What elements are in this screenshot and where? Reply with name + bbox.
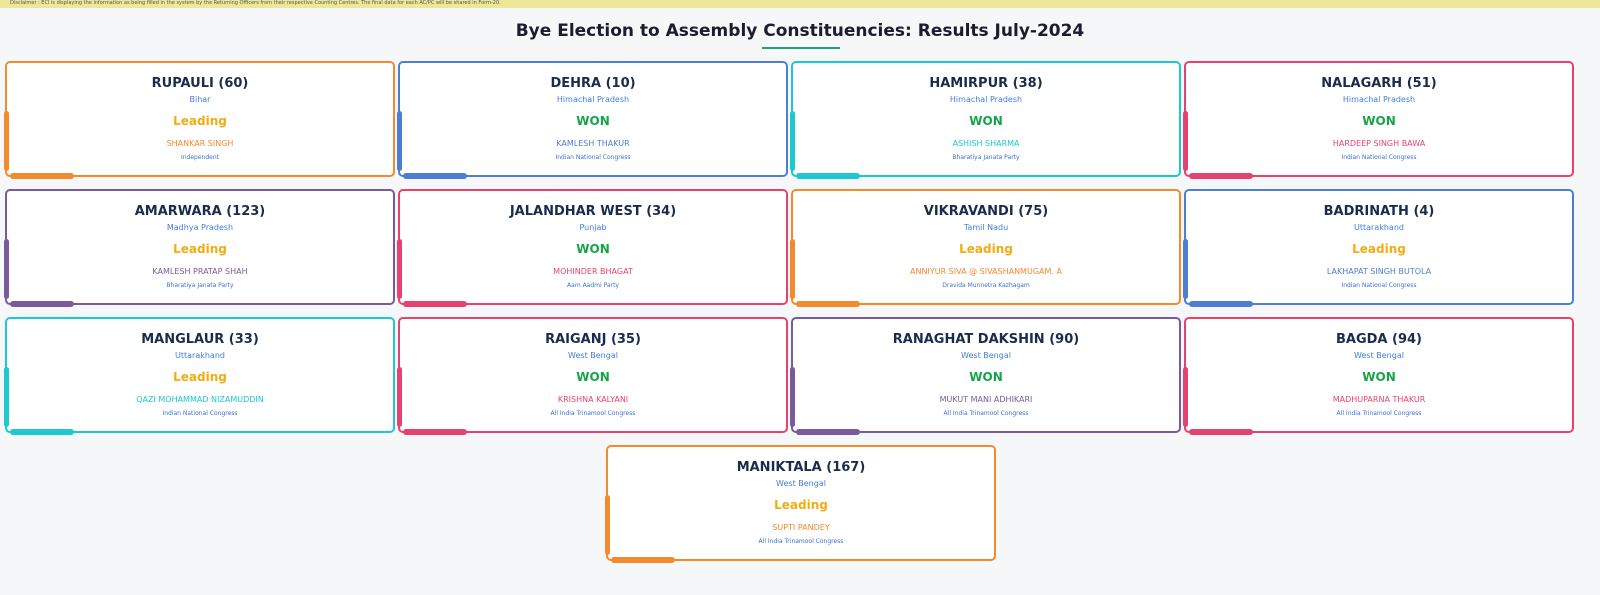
state-name: West Bengal [568,351,618,360]
accent-bar-horizontal [611,557,675,563]
candidate-name: LAKHAPAT SINGH BUTOLA [1326,267,1432,276]
party-name: Indian National Congress [1341,154,1417,161]
state-name: West Bengal [776,479,826,488]
constituency-name: VIKRAVANDI (75) [923,204,1049,219]
constituency-name: NALAGARH (51) [1321,76,1437,91]
constituency-name: RANAGHAT DAKSHIN (90) [892,332,1080,347]
result-status: WON [576,370,610,384]
constituency-name: RUPAULI (60) [151,76,249,91]
accent-bar-horizontal [1189,301,1253,307]
accent-bar-horizontal [403,173,467,179]
result-card[interactable] [791,317,1181,433]
candidate-name: QAZI MOHAMMAD NIZAMUDDIN [136,395,264,404]
result-card[interactable] [606,445,996,561]
result-status: Leading [1352,242,1406,256]
accent-bar-vertical [4,367,9,427]
candidate-name: ANNIYUR SIVA @ SIVASHANMUGAM. A [910,267,1062,276]
result-card[interactable] [5,317,395,433]
accent-bar-vertical [4,239,9,299]
result-status: WON [1362,370,1396,384]
candidate-name: MOHINDER BHAGAT [553,267,633,276]
candidate-name: SUPTI PANDEY [772,523,830,532]
accent-bar-vertical [397,239,402,299]
result-status: Leading [173,114,227,128]
accent-bar-vertical [397,111,402,171]
state-name: Himachal Pradesh [1342,95,1416,104]
constituency-name: AMARWARA (123) [134,204,266,219]
result-status: Leading [774,498,828,512]
candidate-name: KRISHNA KALYANI [557,395,629,404]
result-card[interactable] [1184,317,1574,433]
party-name: All India Trinamool Congress [550,410,636,417]
accent-bar-horizontal [10,301,74,307]
result-status: WON [576,242,610,256]
title-underline [762,47,840,49]
candidate-name: ASHISH SHARMA [952,139,1020,148]
constituency-name: BAGDA (94) [1336,332,1422,347]
result-card[interactable] [5,189,395,305]
constituency-name: DEHRA (10) [550,76,636,91]
constituency-name: MANGLAUR (33) [141,332,259,347]
constituency-name: HAMIRPUR (38) [929,76,1043,91]
party-name: Bharatiya Janata Party [166,282,234,289]
state-name: Madhya Pradesh [166,223,234,232]
candidate-name: KAMLESH PRATAP SHAH [152,267,248,276]
constituency-name: JALANDHAR WEST (34) [509,204,677,219]
result-card[interactable] [398,317,788,433]
result-card[interactable] [791,61,1181,177]
constituency-name: BADRINATH (4) [1323,204,1435,219]
accent-bar-horizontal [403,429,467,435]
accent-bar-horizontal [796,301,860,307]
constituency-name: MANIKTALA (167) [736,460,866,475]
candidate-name: KAMLESH THAKUR [556,139,630,148]
party-name: Independent [180,154,220,161]
accent-bar-vertical [790,111,795,171]
result-card[interactable] [791,189,1181,305]
state-name: West Bengal [1354,351,1404,360]
party-name: All India Trinamool Congress [758,538,844,545]
accent-bar-horizontal [1189,173,1253,179]
party-name: All India Trinamool Congress [1336,410,1422,417]
party-name: Aam Aadmi Party [567,282,619,289]
accent-bar-vertical [1183,239,1188,299]
accent-bar-vertical [1183,367,1188,427]
candidate-name: HARDEEP SINGH BAWA [1332,139,1426,148]
result-status: WON [969,370,1003,384]
party-name: All India Trinamool Congress [943,410,1029,417]
result-status: WON [576,114,610,128]
result-card[interactable] [5,61,395,177]
accent-bar-vertical [605,495,610,555]
candidate-name: MADHUPARNA THAKUR [1332,395,1426,404]
result-card[interactable] [1184,189,1574,305]
state-name: Himachal Pradesh [556,95,630,104]
party-name: Dravida Munnetra Kazhagam [942,282,1030,289]
accent-bar-horizontal [796,429,860,435]
result-card[interactable] [398,189,788,305]
accent-bar-horizontal [796,173,860,179]
disclaimer-banner: Disclaimer : ECI is displaying the information as being filled in the system by the Returning Officers from their respective Counting Centres. The final data for each AC/PC will be shared in Form-20. [0,0,1600,8]
result-status: Leading [173,370,227,384]
party-name: Indian National Congress [162,410,238,417]
accent-bar-vertical [790,239,795,299]
state-name: Uttarakhand [1354,223,1404,232]
candidate-name: SHANKAR SINGH [166,139,234,148]
state-name: Tamil Nadu [963,223,1009,232]
result-card[interactable] [398,61,788,177]
state-name: Uttarakhand [175,351,225,360]
state-name: West Bengal [961,351,1011,360]
state-name: Himachal Pradesh [949,95,1023,104]
accent-bar-horizontal [10,173,74,179]
result-status: WON [969,114,1003,128]
candidate-name: MUKUT MANI ADHIKARI [939,395,1033,404]
constituency-name: RAIGANJ (35) [545,332,641,347]
accent-bar-vertical [1183,111,1188,171]
accent-bar-vertical [397,367,402,427]
accent-bar-horizontal [10,429,74,435]
result-status: WON [1362,114,1396,128]
party-name: Indian National Congress [555,154,631,161]
state-name: Bihar [189,95,211,104]
party-name: Indian National Congress [1341,282,1417,289]
result-card[interactable] [1184,61,1574,177]
accent-bar-vertical [4,111,9,171]
accent-bar-horizontal [1189,429,1253,435]
party-name: Bharatiya Janata Party [952,154,1020,161]
result-status: Leading [173,242,227,256]
result-status: Leading [959,242,1013,256]
state-name: Punjab [579,223,607,232]
page-title: Bye Election to Assembly Constituencies: Results July-2024 [515,21,1085,41]
accent-bar-vertical [790,367,795,427]
accent-bar-horizontal [403,301,467,307]
